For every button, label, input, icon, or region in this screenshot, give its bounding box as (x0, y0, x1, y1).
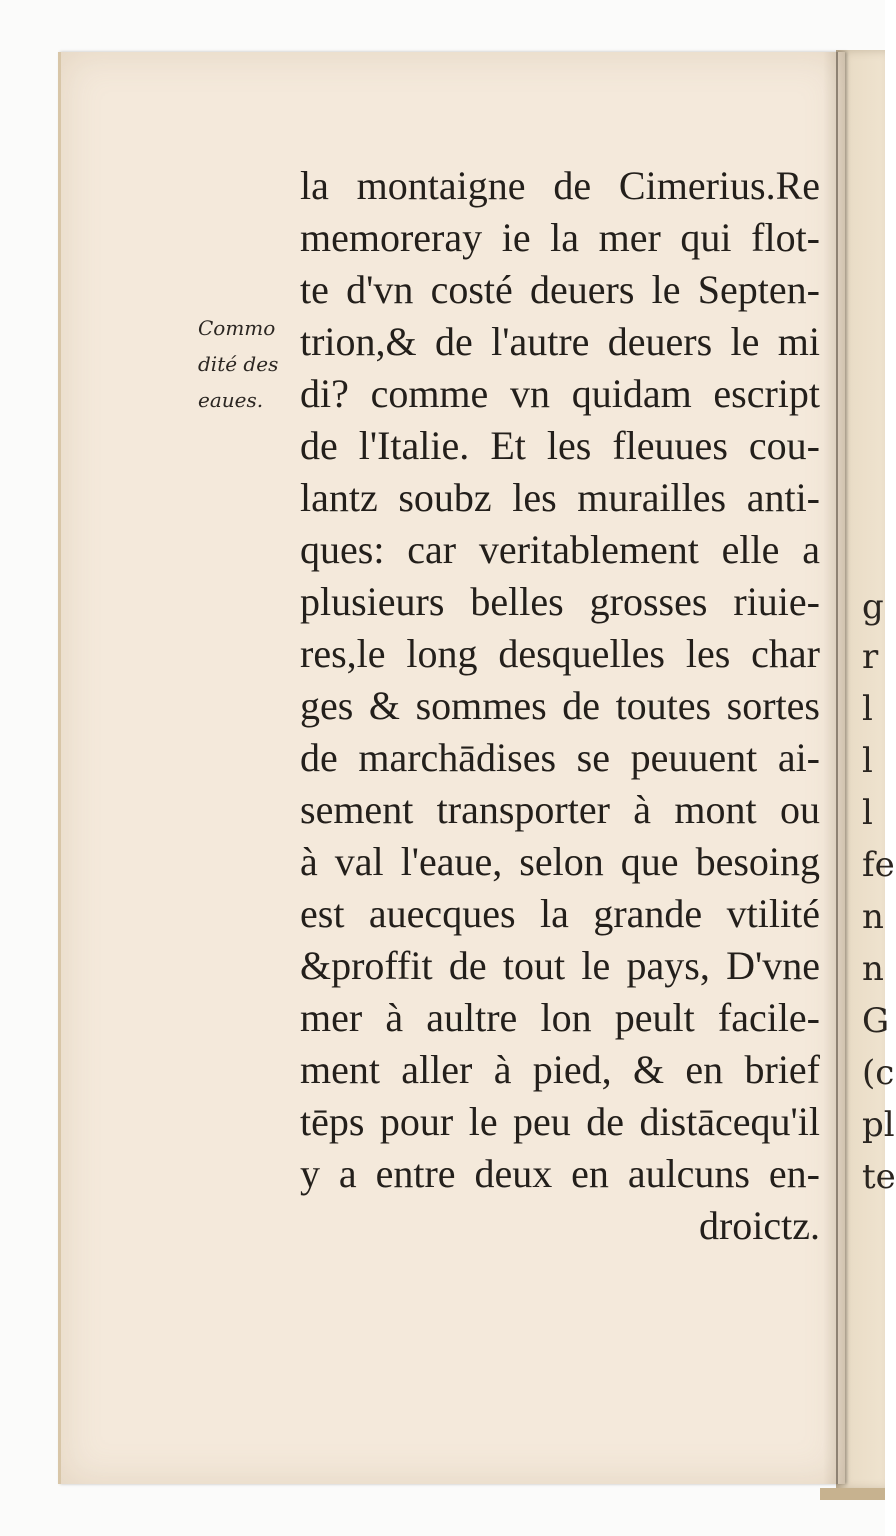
facing-page-fragment: pl (862, 1105, 895, 1145)
text-line: memoreray ie la mer qui flot- (300, 215, 820, 260)
margin-note-line: Commo (198, 316, 276, 340)
margin-note-line: eaues. (198, 388, 264, 412)
facing-page-fragment: g (862, 587, 884, 627)
body-text (300, 160, 820, 1252)
facing-page-fragment: r (862, 637, 879, 677)
text-line: est auecques la grande vtilité (300, 891, 820, 936)
facing-page-fragment: l (862, 741, 873, 781)
facing-page-fragment: n (862, 949, 884, 989)
text-line: de marchādises se peuuent ai- (300, 735, 820, 780)
facing-page-fragment: G (862, 1001, 890, 1041)
text-line: lantz soubz les murailles anti- (300, 475, 820, 520)
text-line: ges & sommes de toutes sortes (300, 683, 820, 728)
text-line: y a entre deux en aulcuns en- (300, 1151, 820, 1196)
facing-page-fragment: l (862, 689, 873, 729)
facing-page-fragment: l (862, 793, 873, 833)
page-edge-strip (820, 1488, 885, 1500)
text-line: sement transporter à mont ou (300, 787, 820, 832)
text-line: de l'Italie. Et les fleuues cou- (300, 423, 820, 468)
text-line: te d'vn costé deuers le Septen- (300, 267, 820, 312)
text-line: &proffit de tout le pays, D'vne (300, 943, 820, 988)
text-line: à val l'eaue, selon que besoing (300, 839, 820, 884)
text-line: ques: car veritablement elle a (300, 527, 820, 572)
facing-page-fragment: (c (862, 1053, 895, 1093)
gutter-line (836, 52, 838, 1484)
facing-page-fragment: fe (862, 845, 895, 885)
facing-page-fragment: te (862, 1157, 896, 1197)
text-line: mer à aultre lon peult facile- (300, 995, 820, 1040)
text-line: trion,& de l'autre deuers le mi (300, 319, 820, 364)
text-line: la montaigne de Cimerius.Re (300, 163, 820, 208)
text-line: di? comme vn quidam escript (300, 371, 820, 416)
text-line: plusieurs belles grosses riuie- (300, 579, 820, 624)
margin-note-line: dité des (198, 352, 279, 376)
text-line: res,le long desquelles les char (300, 631, 820, 676)
marginal-note (198, 310, 278, 418)
text-line: ment aller à pied, & en brief (300, 1047, 820, 1092)
facing-page-fragment: n (862, 897, 884, 937)
text-line: tēps pour le peu de distācequ'il (300, 1099, 820, 1144)
text-line: droictz. (698, 1203, 820, 1248)
